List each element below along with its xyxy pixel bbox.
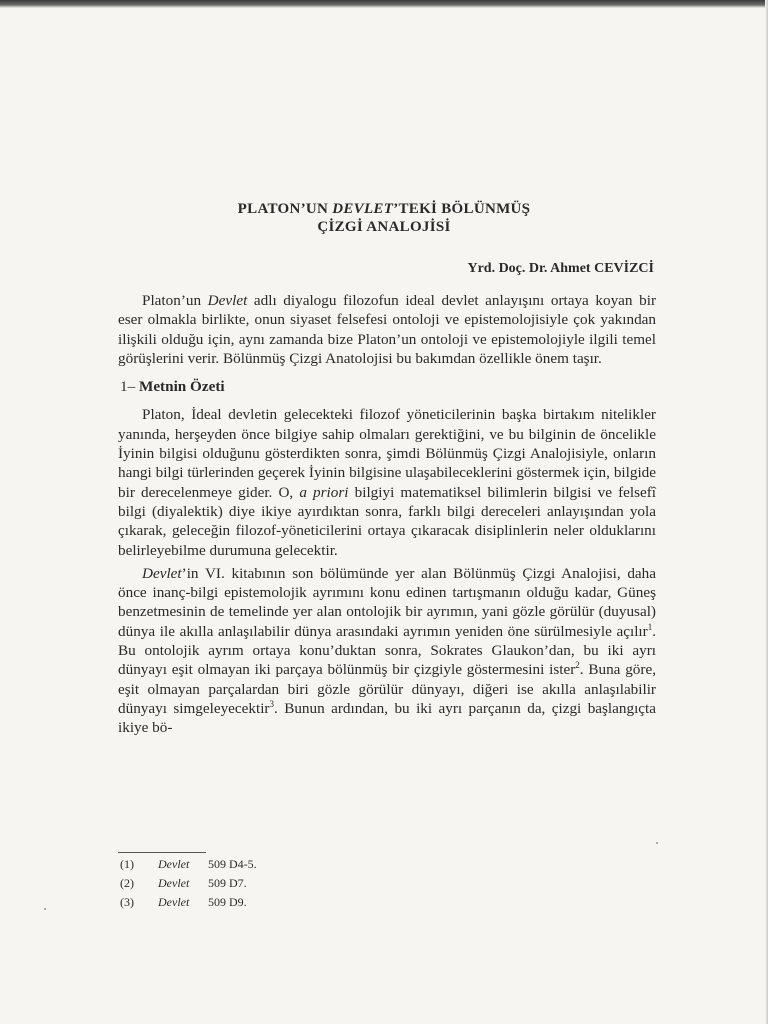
intro-paragraph: Platon’un Devlet adlı diyalogu filozofun ideal devlet anlayışını ortaya koyan bir eser olmakla birlikte, onun siyaset felsefesi ontoloji ve epistemolojisiyle çok yakından ilişkili olduğu için, aynı zamanda bize Platon’un ontoloji ve epistemolojiyle ilgili temel görüşlerini verir. Bölünmüş Çizgi Anatolojisi bu bakımdan özellikle önem taşır. [118,292,656,367]
analogy-paragraph: Devlet’in VI. kitabının son bölümünde yer alan Bölünmüş Çizgi Analojisi, daha önce inanç-bilgi epistemolojik ayrımını konu edinen tartışmanın olduğu kadar, Güneş benzetmesinin de temelinde yer alan ontolojik bir ayrımın, yani gözle görülür (duyusal) dünya ile akılla anlaşılabilir dünya arasındaki ayrımın yeniden öne sürülmesiyle açılır$^1$. Bu ontolojik ayrım ortaya konu’duktan sonra, Sokrates Glaukon’dan, bu iki ayrı dünyayı eşit olmayan iki parçaya bölünmüş bir çizgiyle göstermesini ister$^2$. Buna göre, eşit olmayan parçalardan biri gözle görülür dünyayı, diğeri ise akılla anlaşılabilir dünyayı simgeleyecektir$^3$. Bunun ardından, bu iki ayrı parçanın da, çizgi başlangıçta ikiye bö- [118,564,657,737]
footnote-reference: 509 D4-5. [208,857,257,871]
footnote-work: Devlet [158,876,190,890]
footnote-3 [120,893,420,912]
footnote-reference: 509 D9. [208,895,247,909]
devlet-italic: Devlet [142,564,182,582]
scan-speck [656,842,658,844]
footnote-2 [120,874,420,893]
spacer [118,368,656,377]
footnote-ref-1[interactable]: 1 [647,621,653,632]
spacer [118,396,656,405]
footnotes [120,855,420,912]
title-line1: PLATON’UN DEVLET’TEKİ BÖLÜNMÜŞ [237,201,531,217]
footnote-divider [118,852,206,853]
a-priori-italic: a priori [299,483,349,501]
footnote-work: Devlet [158,857,190,871]
article-title [120,200,648,236]
footnote-number: (3) [120,895,134,909]
footnote-number: (2) [120,876,134,890]
section-heading [118,377,656,396]
title-line2: ÇİZGİ ANALOJİSİ [317,219,451,235]
section-label: Metnin Özeti [138,378,225,396]
footnote-reference: 509 D7. [208,876,247,890]
footnote-number: (1) [120,857,134,871]
footnote-ref-3[interactable]: 3 [269,698,274,709]
summary-paragraph: Platon, İdeal devletin gelecekteki filozof yöneticilerinin başka birtakım nitelikler yanında, herşeyden önce bilgiye sahip olmaları gerektiğini, ve bu bilginin de öncelikle İyinin bilgisi olduğunu gösterdikten sonra, şimdi Bölünmüş Çizgi Analojisiyle, onların hangi bilgi türlerinden geçerek İyinin bilgisine ulaşabileceklerini göstermek için, bilgide bir derecelenmeye gider. O, a priori bilgiyi matematiksel bilimlerin bilgisi ve felsefî bilgi (diyalektik) diye ikiye ayırdıktan sonra, farklı bilgi dereceleri anlayışından yola çıkarak, geleceğin filozof-yöneticilerini ortaya çıkaracak disiplinlerin neler olduklarını belirleyebilme durumuna gelecektir. [118,406,657,559]
scan-shadow-top [0,0,768,8]
article-body [118,291,656,738]
footnote-ref-2[interactable]: 2 [575,660,580,671]
intro-italic-work: Devlet [207,292,248,309]
scan-speck [44,908,46,910]
footnote-1 [120,855,420,874]
author-byline: Yrd. Doç. Dr. Ahmet CEVİZCİ [467,261,654,276]
section-number: 1– [120,378,136,396]
title-italic-work: DEVLET [332,201,394,217]
footnote-work: Devlet [158,895,190,909]
